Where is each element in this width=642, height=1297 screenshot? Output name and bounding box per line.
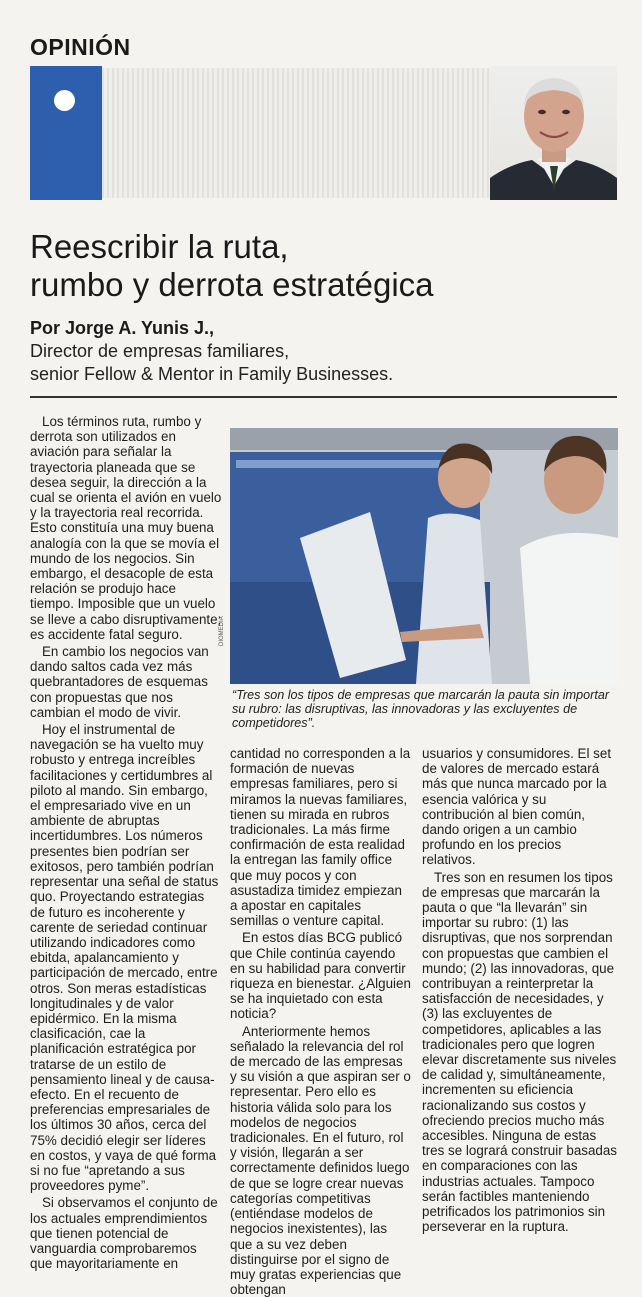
paragraph: Anteriormente hemos señalado la relevancia del rol de mercado de las empresas y su visión a que aspiran ser o representar. Pero ello es historia válida solo para los modelos de negocios tradicionales. En el futuro, rol y visión, llegarán a ser correctamente definidos luego de que se logre crear nuevas categorías competitivas (entiéndase modelos de negocios inexistentes), las que a su vez deben distinguirse por el signo de muy gratas experiencias que obtengan <box>230 1023 411 1297</box>
office-scene-illustration <box>230 428 618 684</box>
paragraph: Hoy el instrumental de navegación se ha vuelto muy robusto y entrega increíbles facilitaciones y certidumbres al piloto al mando. Sin embargo, el empresariado vive en un ambiente de abruptas incertidumbres. Los números presentes bien podrían ser exitosos, pero también podrían representar una señal de status quo. Proyectando estrategias de futuro es incoherente y carente de seriedad continuar utilizando indicadores como ebitda, apalancamiento y participación de mercado, entre otros. Son meras estadísticas longitudinales y de valor epidérmico. En la misma clasificación, cae la planificación estratégica por tratarse de un estilo de pensamiento lineal y de causa-efecto. En el recuento de preferencias empresariales de los últimos 30 años, cerca del 75% decidió elegir ser líderes en costos, y vaya de qué forma si no fue “apretando a sus proveedores pyme”. <box>30 722 219 1194</box>
paragraph: En cambio los negocios van dando saltos cada vez más quebrantadores de esquemas con propuestas que nos cambian el modo de vivir. <box>30 644 209 720</box>
paragraph: Tres son en resumen los tipos de empresas que marcarán la pauta o que “la llevarán” sin importar su rubro: (1) las disruptivas, que nos sorprendan con propuestas que cambien el mundo; (2) las innovadoras, que contribuyan a reinterpretar la satisfacción de necesidades, y (3) las excluyentes de competidores, aplicables a las tradicionales pero que logren elevar discretamente sus niveles de calidad y, simultáneamente, incrementen su eficiencia racionalizando sus costos y ofreciendo precios mucho más accesibles. Ninguna de estas tres se logrará construir basadas en comparaciones con las industrias actuales. Tampoco serán factibles manteniendo petrificados los patrimonios sin perseverar en la ruptura. <box>422 869 618 1235</box>
column-2 <box>230 746 412 1297</box>
byline-role-line-1: Director de empresas familiares, <box>30 341 290 361</box>
byline-role-line-2: senior Fellow & Mentor in Family Businesses. <box>30 364 394 384</box>
banner-band <box>102 68 492 198</box>
photo-caption: “Tres son los tipos de empresas que marcarán la pauta sin importar su rubro: las disruptivas, las innovadoras y las excluyentes de competidores”. <box>232 688 610 730</box>
brand-block <box>30 66 102 200</box>
header-banner <box>30 66 617 200</box>
section-label: OPINIÓN <box>30 34 131 60</box>
photo-credit: DIOMEDIA <box>219 616 225 646</box>
paragraph: Los términos ruta, rumbo y derrota son utilizados en aviación para señalar la trayectoria planeada que se desea seguir, la dirección a la cual se orienta el avión en vuelo y la trayectoria real recorrida. Esto constituía una muy buena analogía con la que se movía el mundo de los negocios. Sin embargo, el desacople de esta relación se produjo hace tiempo. Imposible que un vuelo se lleve a cabo disruptivamente; es accidente fatal seguro. <box>30 414 222 642</box>
author-portrait-icon <box>490 66 617 200</box>
dot-icon <box>54 90 75 111</box>
paragraph: En estos días BCG publicó que Chile continúa cayendo en su habilidad para convertir riqueza en bienestar. ¿Alguien se ha inquietado con esta noticia? <box>230 930 411 1022</box>
headline-line-2: rumbo y derrota estratégica <box>30 266 434 303</box>
paragraph: Si observamos el conjunto de los actuales emprendimientos que tienen potencial de vanguardia comprobaremos que mayoritariamente en <box>30 1195 218 1272</box>
headline <box>30 228 590 304</box>
paragraph: usuarios y consumidores. El set de valores de mercado estará más que nunca marcado por la esencia valórica y su contribución al bien común, dando origen a un cambio profundo en los precios relativos. <box>422 746 612 868</box>
headline-line-1: Reescribir la ruta, <box>30 228 289 265</box>
header-rule <box>30 396 617 398</box>
byline-role <box>30 340 610 386</box>
author-photo <box>490 66 617 200</box>
column-3 <box>422 746 618 1258</box>
byline-author: Por Jorge A. Yunis J., <box>30 318 215 338</box>
paragraph: cantidad no corresponden a la formación de nuevas empresas familiares, pero si miramos la nuevas familiares, tienen su mirada en rubros tradicionales. La más firme confirmación de esta realidad la entregan las family office que muy pocos y con asustadiza timidez empiezan a apostar en capitales semillas o venture capital. <box>230 746 411 929</box>
article-photo <box>230 428 618 684</box>
column-1 <box>30 414 222 1272</box>
